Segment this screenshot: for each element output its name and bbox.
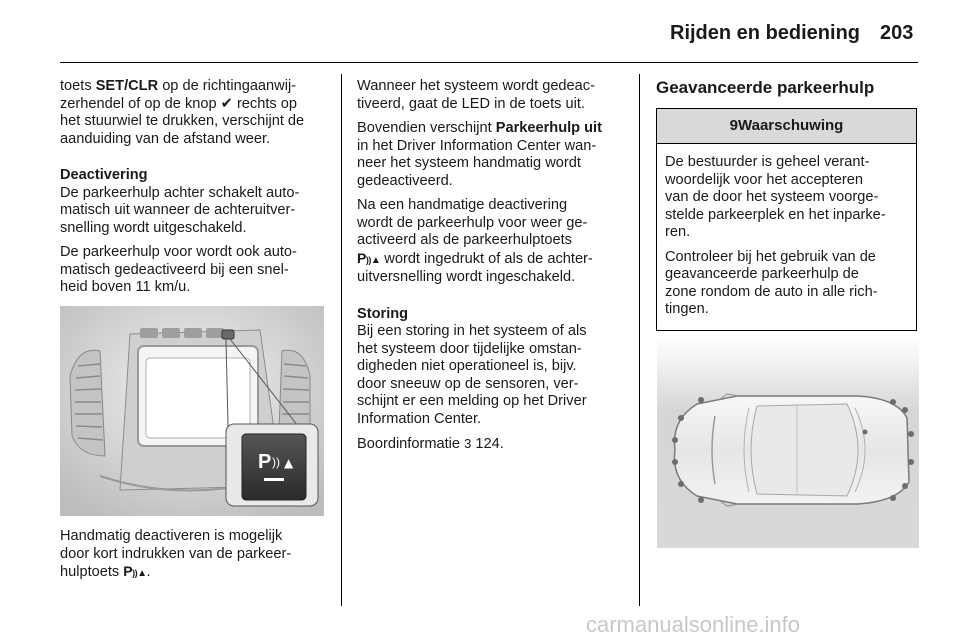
button-waves: )) — [272, 455, 280, 469]
warning-box — [656, 108, 917, 331]
header-rule — [60, 62, 918, 63]
column1-paragraph-3: De parkeerhulp voor wordt ook auto- matisch gedeactiveerd bij een snel- heid boven 11 km/u. — [60, 244, 297, 295]
button-letter-p: P — [258, 451, 272, 473]
button-triangle: ▲ — [284, 456, 294, 470]
page-header-title: Rijden en bediening — [670, 22, 861, 44]
column-1 — [60, 78, 326, 304]
column2-paragraph-1: Wanneer het systeem wordt gedeac- tiveerd, gaat de LED in de toets uit. — [357, 78, 595, 112]
section-title: Geavanceerde parkeerhulp — [656, 78, 875, 97]
dashboard-illustration-svg — [60, 306, 324, 516]
warning-title: Waarschuwing — [738, 117, 844, 135]
set-clr-label: SET/CLR — [95, 78, 159, 94]
warning-header — [657, 109, 916, 144]
column2-paragraph-2: Bovendien verschijnt Parkeerhulp uit in het Driver Information Center wan- neer het systeem handmatig wordt gedeactiveerd. — [357, 120, 602, 189]
dashboard-button-illustration — [60, 306, 324, 516]
column-3 — [656, 78, 918, 331]
warning-icon: 9 — [729, 117, 739, 135]
warning-body — [657, 144, 916, 330]
button-led — [264, 478, 284, 481]
deactivering-heading: Deactivering — [60, 167, 148, 183]
storing-heading: Storing — [357, 305, 409, 322]
column2-paragraph-4: Bij een storing in het systeem of als het systeem door tijdelijke omstan- digheden niet operationeel is, bijv. door sneeuw op de sensoren, ver- schijnt er een melding op het Driver Information Center. — [357, 323, 587, 427]
column2-paragraph-3: Na een handmatige deactivering wordt de parkeerhulp voor weer ge- activeerd als de parkeerhulptoets P))▲ wordt ingedrukt of als de achter- uitversnelling wordt ingeschakeld. — [357, 197, 593, 285]
page-reference-arrow-icon[interactable]: 3 — [464, 436, 472, 451]
column2-paragraph-5: Boordinformatie 3 124. — [357, 436, 504, 452]
warning-paragraph-2: Controleer bij het gebruik van de geavanceerde parkeerhulp de zone rondom de auto in alle rich- tingen. — [665, 248, 878, 317]
column-2 — [357, 78, 625, 461]
check-icon: ✔ — [220, 95, 233, 112]
car-illustration-svg — [657, 338, 919, 548]
warning-paragraph-1: De bestuurder is geheel verant- woordelijk voor het accepteren van de door het systeem voorge- stelde parkeerplek en het inparke- ren. — [665, 154, 886, 240]
column-divider-2 — [639, 74, 640, 606]
parkeerhulp-uit-message: Parkeerhulp uit — [495, 120, 602, 136]
page-number: 203 — [880, 22, 914, 44]
column1-paragraph-2: De parkeerhulp achter schakelt auto- matisch uit wanneer de achteruitver- snelling wordt uitgeschakeld. — [60, 184, 300, 236]
car-sensor-illustration — [657, 338, 919, 548]
column-divider-1 — [341, 74, 342, 606]
column1-paragraph-1: toets SET/CLR op de richtingaanwij- zerhendel of op de knop ✔ rechts op het stuurwiel te drukken, verschijnt de aanduiding van de afstand weer. — [60, 78, 305, 147]
parking-button-icon: P))▲ — [123, 563, 147, 579]
image-caption: Handmatig deactiveren is mogelijk door kort indrukken van de parkeer- hulptoets P))▲. — [60, 528, 292, 580]
watermark: carmanualsonline.info — [586, 612, 801, 637]
parking-button-icon-2: P))▲ — [357, 249, 381, 266]
